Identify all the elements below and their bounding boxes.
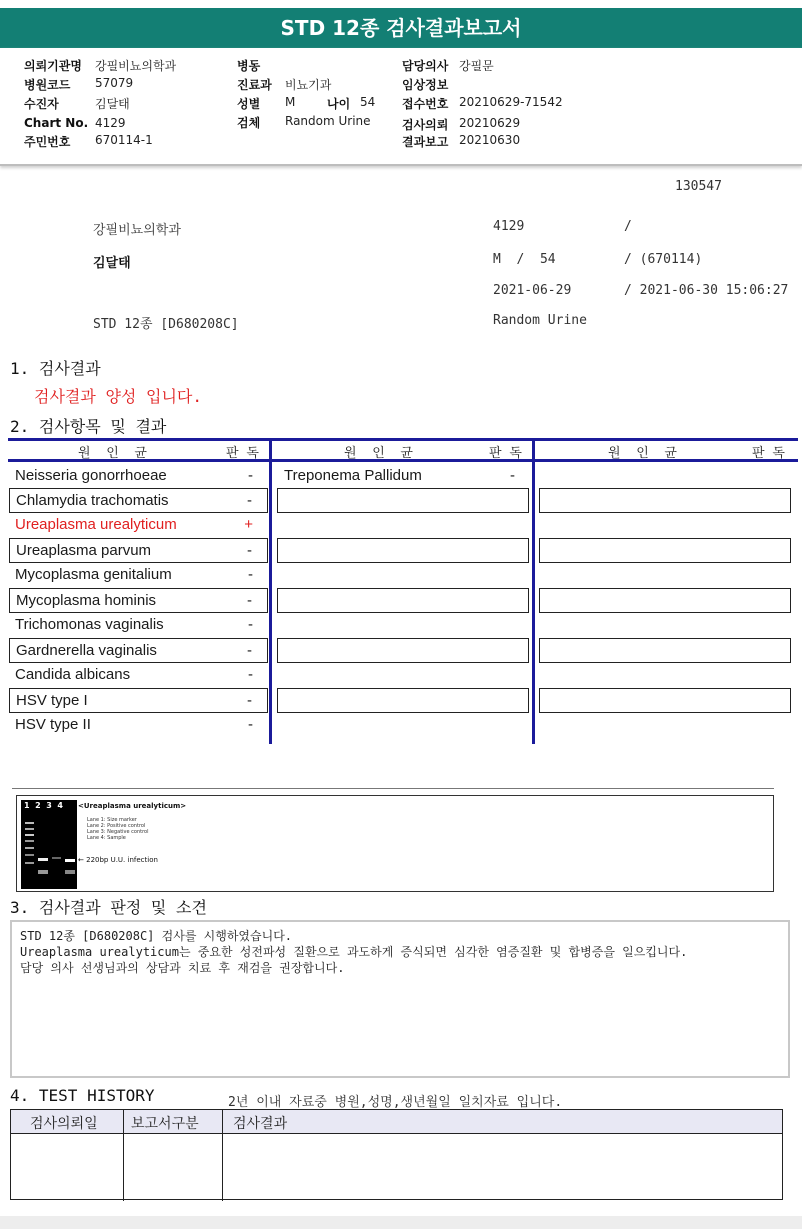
pathogen-name: Neisseria gonorrhoeae (15, 467, 167, 484)
header-label-chart: Chart No. (24, 116, 89, 130)
empty-cell (277, 688, 529, 713)
header-label-resident-no: 주민번호 (24, 135, 71, 149)
section2-title: 2. 검사항목 및 결과 (10, 417, 167, 436)
pathogen-name: Mycoplasma genitalium (15, 566, 172, 583)
header-value-department: 비뇨기과 (285, 78, 332, 92)
gel-band-arrow (78, 856, 158, 864)
header-value-hospital: 강필비뇨의학과 (95, 59, 177, 73)
pathogen-name: HSV type II (15, 716, 91, 733)
header-label-department: 진료과 (237, 78, 272, 92)
gel-bands (21, 800, 77, 889)
summary-report-datetime: / 2021-06-30 15:06:27 (624, 283, 789, 298)
pathogen-name: Ureaplasma urealyticum (15, 516, 177, 533)
results-table-divider-2 (532, 438, 535, 744)
header-value-doctor: 강필문 (459, 59, 494, 73)
table-row (9, 464, 268, 489)
table-row (9, 663, 268, 688)
pathogen-name: Mycoplasma hominis (16, 592, 157, 609)
history-table (10, 1109, 783, 1200)
history-header-report-type: 보고서구분 (131, 1116, 199, 1132)
history-col-divider (123, 1110, 124, 1201)
header-value-age: 54 (360, 95, 376, 109)
gel-legend-item: Lane 3: Negative control (87, 829, 149, 835)
history-header-result: 검사결과 (233, 1116, 288, 1132)
header-value-patient: 김달태 (95, 97, 130, 111)
pathogen-result: - (247, 542, 252, 559)
table-row (9, 688, 268, 713)
col-header-pathogen-3: 원 인 균 (608, 446, 677, 461)
col-header-result-3: 판 독 (752, 446, 785, 461)
comment-box (10, 920, 790, 1078)
header-label-specimen: 검체 (237, 116, 261, 130)
header-label-hospital: 의뢰기관명 (24, 59, 82, 73)
report-title: STD 12종 검사결과보고서 (0, 8, 802, 48)
empty-cell (539, 688, 791, 713)
summary-birth: / (670114) (624, 252, 703, 267)
pathogen-name: HSV type I (16, 692, 88, 709)
table-row-positive (9, 513, 268, 538)
col-header-pathogen-1: 원 인 균 (78, 446, 147, 461)
footer-bar (0, 1216, 802, 1229)
history-note: 2년 이내 자료중 병원,성명,생년월일 일치자료 입니다. (228, 1095, 563, 1110)
header-label-patient: 수진자 (24, 97, 59, 111)
summary-patient: 김달태 (93, 256, 131, 271)
summary-sex-age: M / 54 (493, 252, 556, 267)
pathogen-result: + (244, 516, 253, 533)
summary-slash: / (624, 219, 632, 234)
header-label-doctor: 담당의사 (402, 59, 449, 73)
empty-cell (277, 488, 529, 513)
header-value-specimen: Random Urine (285, 114, 371, 128)
header-value-sex: M (285, 95, 296, 109)
results-table-top-border (8, 438, 798, 441)
pathogen-result: - (248, 467, 253, 484)
header-label-receipt-no: 접수번호 (402, 97, 449, 111)
pathogen-name: Ureaplasma parvum (16, 542, 152, 559)
pathogen-result: - (248, 616, 253, 633)
table-row (9, 538, 268, 563)
header-label-request-date: 검사의뢰 (402, 118, 449, 132)
gel-legend-item: Lane 4: Sample (87, 835, 126, 841)
comment-line: Ureaplasma urealyticum는 중요한 성전파성 질환으로 과도하게 증식되면 심각한 염증질환 및 합병증을 일으킵니다. (20, 945, 688, 959)
gel-legend (87, 817, 149, 841)
empty-cell (539, 638, 791, 663)
pathogen-name: Trichomonas vaginalis (15, 616, 164, 633)
pathogen-result: - (247, 592, 252, 609)
header-value-report-date: 20210630 (459, 133, 521, 147)
table-row (9, 488, 268, 513)
pathogen-result: - (247, 692, 252, 709)
header-value-receipt-no: 20210629-71542 (459, 95, 563, 109)
summary-request-date: 2021-06-29 (493, 283, 572, 298)
gel-electrophoresis-image (21, 800, 77, 889)
table-row (278, 464, 530, 489)
pathogen-result: - (248, 666, 253, 683)
pathogen-name: Chlamydia trachomatis (16, 492, 169, 509)
summary-chart: 4129 (493, 219, 525, 234)
empty-cell (277, 538, 529, 563)
header-value-chart: 4129 (95, 116, 126, 130)
section4-title: 4. TEST HISTORY (10, 1086, 155, 1105)
header-value-hospital-code: 57079 (95, 76, 134, 90)
header-label-report-date: 결과보고 (402, 135, 449, 149)
separator-line (12, 788, 774, 789)
gel-lane-numbers: 1 2 3 4 (24, 801, 63, 810)
gel-band-label: 220bp U.U. infection (86, 856, 158, 864)
comment-line: STD 12종 [D680208C] 검사를 시행하였습니다. (20, 929, 293, 943)
header-label-sex: 성별 (237, 97, 261, 111)
pathogen-result: - (247, 642, 252, 659)
section3-title: 3. 검사결과 판정 및 소견 (10, 898, 207, 917)
table-row (9, 613, 268, 638)
history-table-header (11, 1110, 782, 1134)
header-label-hospital-code: 병원코드 (24, 78, 71, 92)
col-header-result-2: 판 독 (489, 446, 522, 461)
pathogen-name: Candida albicans (15, 666, 131, 683)
arrow-left-icon: ← (78, 856, 84, 864)
pathogen-result: - (248, 566, 253, 583)
summary-specimen: Random Urine (493, 313, 587, 328)
col-header-pathogen-2: 원 인 균 (344, 446, 413, 461)
results-table-divider-1 (269, 438, 272, 744)
table-row (9, 588, 268, 613)
pathogen-result: - (247, 492, 252, 509)
pathogen-result: - (510, 467, 515, 484)
header-label-age: 나이 (327, 97, 351, 111)
history-col-divider (222, 1110, 223, 1201)
table-row (9, 713, 268, 738)
table-row (9, 638, 268, 663)
comment-line: 담당 의사 선생님과의 상담과 치료 후 재검을 권장합니다. (20, 961, 345, 975)
header-value-request-date: 20210629 (459, 116, 521, 130)
result-summary: 검사결과 양성 입니다. (34, 387, 203, 406)
pathogen-result: - (248, 716, 253, 733)
summary-hospital: 강필비뇨의학과 (93, 223, 181, 238)
empty-cell (539, 538, 791, 563)
history-header-request-date: 검사의뢰일 (30, 1116, 98, 1132)
gel-legend-item: Lane 1: Size marker (87, 817, 137, 823)
header-label-ward: 병동 (237, 59, 261, 73)
gel-legend-item: Lane 2: Positive control (87, 823, 146, 829)
pathogen-name: Gardnerella vaginalis (16, 642, 157, 659)
empty-cell (539, 588, 791, 613)
gel-title: <Ureaplasma urealyticum> (78, 802, 187, 810)
pathogen-name: Treponema Pallidum (284, 467, 422, 484)
empty-cell (277, 638, 529, 663)
header-value-resident-no: 670114-1 (95, 133, 153, 147)
empty-cell (539, 488, 791, 513)
col-header-result-1: 판 독 (226, 446, 259, 461)
header-label-clinical-info: 임상정보 (402, 78, 449, 92)
report-number: 130547 (675, 179, 722, 194)
section1-title: 1. 검사결과 (10, 359, 101, 378)
empty-cell (277, 588, 529, 613)
summary-test-name: STD 12종 [D680208C] (93, 317, 239, 332)
table-row (9, 563, 268, 588)
